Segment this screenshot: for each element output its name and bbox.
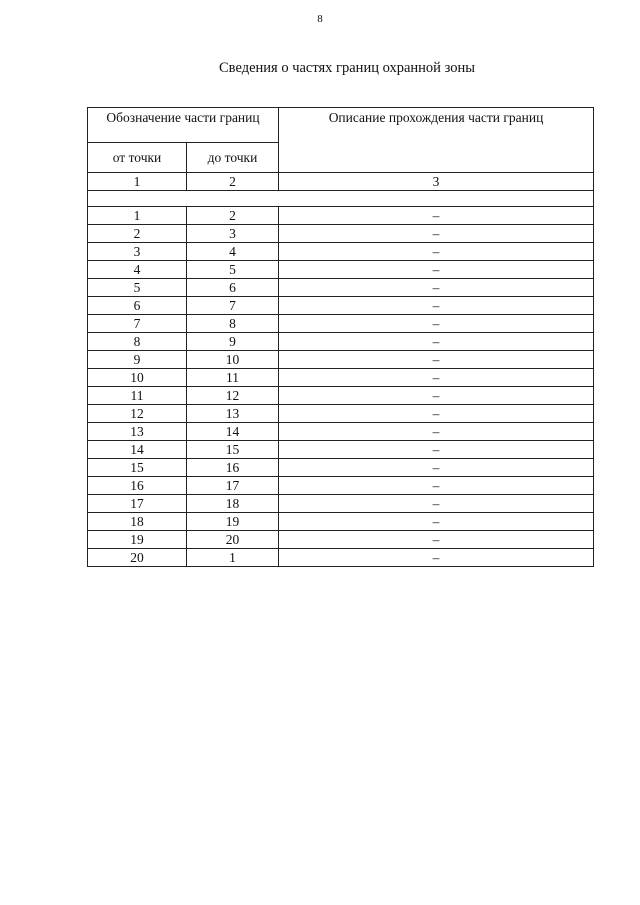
table-row [88, 531, 594, 549]
table-row [88, 405, 594, 423]
cell-description: – [279, 477, 594, 495]
cell-from-point: 6 [88, 297, 187, 315]
cell-description: – [279, 207, 594, 225]
table-row [88, 477, 594, 495]
table-body [88, 108, 594, 567]
table-row [88, 495, 594, 513]
boundary-parts-table [87, 107, 594, 567]
cell-description: – [279, 513, 594, 531]
cell-from-point: 14 [88, 441, 187, 459]
table-row [88, 225, 594, 243]
cell-from-point: 4 [88, 261, 187, 279]
cell-description: – [279, 279, 594, 297]
cell-description: – [279, 531, 594, 549]
cell-description: – [279, 549, 594, 567]
table-row [88, 333, 594, 351]
table-row [88, 315, 594, 333]
cell-description: – [279, 405, 594, 423]
header-boundary-part: Обозначение части границ [88, 108, 279, 143]
page-number: 8 [317, 13, 323, 25]
cell-to-point: 2 [187, 207, 279, 225]
table-row [88, 351, 594, 369]
cell-to-point: 10 [187, 351, 279, 369]
header-description: Описание прохождения части границ [279, 108, 594, 173]
cell-description: – [279, 387, 594, 405]
column-number-3: 3 [279, 173, 594, 191]
table-row [88, 369, 594, 387]
cell-to-point: 3 [187, 225, 279, 243]
cell-from-point: 19 [88, 531, 187, 549]
cell-from-point: 8 [88, 333, 187, 351]
table-row [88, 459, 594, 477]
cell-from-point: 15 [88, 459, 187, 477]
cell-to-point: 19 [187, 513, 279, 531]
cell-description: – [279, 315, 594, 333]
cell-to-point: 5 [187, 261, 279, 279]
cell-from-point: 7 [88, 315, 187, 333]
table-row [88, 279, 594, 297]
column-numbers-row [88, 173, 594, 191]
cell-to-point: 4 [187, 243, 279, 261]
blank-separator-row [88, 191, 594, 207]
table-row [88, 387, 594, 405]
cell-to-point: 7 [187, 297, 279, 315]
cell-from-point: 20 [88, 549, 187, 567]
cell-from-point: 17 [88, 495, 187, 513]
table-row [88, 207, 594, 225]
blank-separator-cell [88, 191, 594, 207]
cell-description: – [279, 297, 594, 315]
table-row [88, 261, 594, 279]
table-row [88, 243, 594, 261]
cell-description: – [279, 495, 594, 513]
cell-description: – [279, 459, 594, 477]
cell-from-point: 18 [88, 513, 187, 531]
cell-description: – [279, 225, 594, 243]
cell-to-point: 6 [187, 279, 279, 297]
cell-to-point: 11 [187, 369, 279, 387]
table-row [88, 513, 594, 531]
cell-description: – [279, 441, 594, 459]
header-to-point: до точки [187, 143, 279, 173]
cell-to-point: 9 [187, 333, 279, 351]
cell-from-point: 9 [88, 351, 187, 369]
cell-from-point: 5 [88, 279, 187, 297]
cell-from-point: 3 [88, 243, 187, 261]
table-row [88, 549, 594, 567]
cell-description: – [279, 243, 594, 261]
header-row-group [88, 108, 594, 143]
cell-from-point: 1 [88, 207, 187, 225]
cell-to-point: 13 [187, 405, 279, 423]
cell-to-point: 17 [187, 477, 279, 495]
cell-description: – [279, 351, 594, 369]
column-number-2: 2 [187, 173, 279, 191]
cell-from-point: 11 [88, 387, 187, 405]
cell-description: – [279, 333, 594, 351]
cell-description: – [279, 261, 594, 279]
header-from-point: от точки [88, 143, 187, 173]
cell-from-point: 12 [88, 405, 187, 423]
cell-to-point: 14 [187, 423, 279, 441]
column-number-1: 1 [88, 173, 187, 191]
table-row [88, 297, 594, 315]
cell-to-point: 16 [187, 459, 279, 477]
cell-from-point: 13 [88, 423, 187, 441]
table-row [88, 441, 594, 459]
cell-to-point: 12 [187, 387, 279, 405]
cell-from-point: 16 [88, 477, 187, 495]
cell-to-point: 8 [187, 315, 279, 333]
cell-to-point: 18 [187, 495, 279, 513]
cell-to-point: 20 [187, 531, 279, 549]
cell-to-point: 15 [187, 441, 279, 459]
cell-from-point: 2 [88, 225, 187, 243]
cell-from-point: 10 [88, 369, 187, 387]
cell-to-point: 1 [187, 549, 279, 567]
document-title: Сведения о частях границ охранной зоны [219, 60, 475, 76]
table-row [88, 423, 594, 441]
cell-description: – [279, 423, 594, 441]
cell-description: – [279, 369, 594, 387]
